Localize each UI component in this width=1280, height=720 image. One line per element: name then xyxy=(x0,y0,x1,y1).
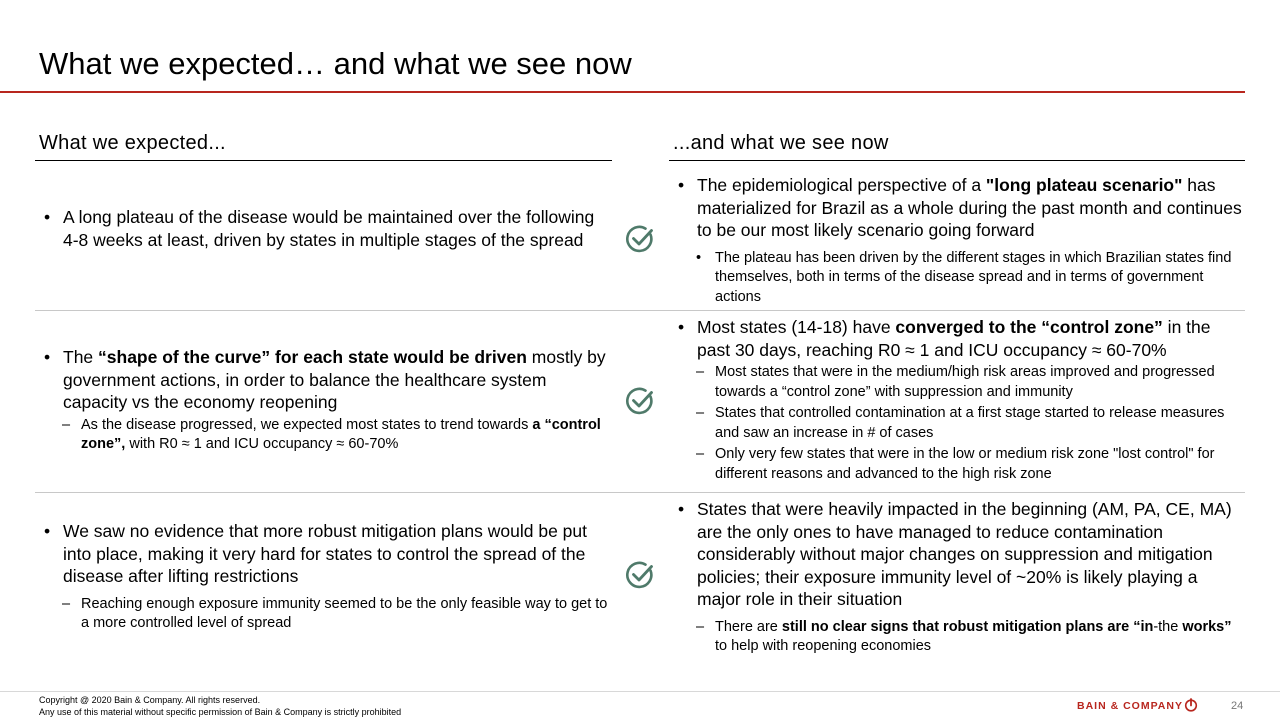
title-divider xyxy=(0,91,1245,93)
sub-bullet: – Only very few states that were in the low or medium risk zone "lost control" for different reasons and advanced to the high risk zone xyxy=(696,446,1215,482)
footer-divider xyxy=(0,691,1280,692)
row1-seen xyxy=(678,174,1244,307)
row-divider xyxy=(35,492,1245,493)
bain-logo-icon xyxy=(1184,698,1198,712)
sub-bullet: – Reaching enough exposure immunity seemed to be the only feasible way to get to a more controlled level of spread xyxy=(62,595,608,631)
page-number: 24 xyxy=(1231,700,1244,712)
row-divider xyxy=(35,310,1245,311)
row3-expected xyxy=(44,520,608,634)
left-column-header: What we expected... xyxy=(39,132,226,154)
row2-expected xyxy=(44,346,608,455)
right-column-header: ...and what we see now xyxy=(673,132,889,154)
check-circle-icon xyxy=(624,559,656,591)
footer-copyright: Copyright @ 2020 Bain & Company. All rights reserved. Any use of this material without specific permission of Bain & Company is strictly prohibited xyxy=(39,695,402,717)
right-header-rule xyxy=(669,160,1245,161)
sub-bullet: • The plateau has been driven by the different stages in which Brazilian states find themselves, both in terms of the disease spread and in terms of government actions xyxy=(696,249,1232,305)
bullet: • Most states (14-18) have converged to the “control zone” in the past 30 days, reaching R0 ≈ 1 and ICU occupancy ≈ 60-70% xyxy=(678,317,1211,360)
bullet: • States that were heavily impacted in the beginning (AM, PA, CE, MA) are the only ones to have managed to reduce contamination considerably without major changes on suppression and mitigation policies; their exposure immunity level of ~20% is likely playing a major role in their situation xyxy=(678,499,1232,609)
bullet: • We saw no evidence that more robust mitigation plans would be put into place, making it very hard for states to control the spread of the disease after lifting restrictions xyxy=(44,521,588,586)
brand-logo-text: BAIN & COMPANY xyxy=(1077,700,1183,712)
row3-seen xyxy=(678,498,1244,657)
row1-expected xyxy=(44,206,608,251)
row2-seen xyxy=(678,316,1244,484)
check-circle-icon xyxy=(624,385,656,417)
sub-bullet: – Most states that were in the medium/high risk areas improved and progressed towards a “control zone” with suppression and immunity xyxy=(696,364,1215,400)
sub-bullet: – States that controlled contamination at a first stage started to release measures and saw an increase in # of cases xyxy=(696,405,1225,441)
bullet: • A long plateau of the disease would be maintained over the following 4-8 weeks at least, driven by states in multiple stages of the spread xyxy=(44,207,595,250)
sub-bullet: – As the disease progressed, we expected most states to trend towards a “control zone”, with R0 ≈ 1 and ICU occupancy ≈ 60-70% xyxy=(62,416,601,452)
bullet: • The epidemiological perspective of a "long plateau scenario" has materialized for Brazil as a whole during the past month and continues to be our most likely scenario going forward xyxy=(678,175,1242,240)
sub-bullet: – There are still no clear signs that robust mitigation plans are “in-the works” to help with reopening economies xyxy=(696,618,1232,654)
bullet: • The “shape of the curve” for each state would be driven mostly by government actions, in order to balance the healthcare system capacity vs the economy reopening xyxy=(44,347,606,412)
check-circle-icon xyxy=(624,223,656,255)
left-header-rule xyxy=(35,160,612,161)
slide-title: What we expected… and what we see now xyxy=(39,46,632,81)
